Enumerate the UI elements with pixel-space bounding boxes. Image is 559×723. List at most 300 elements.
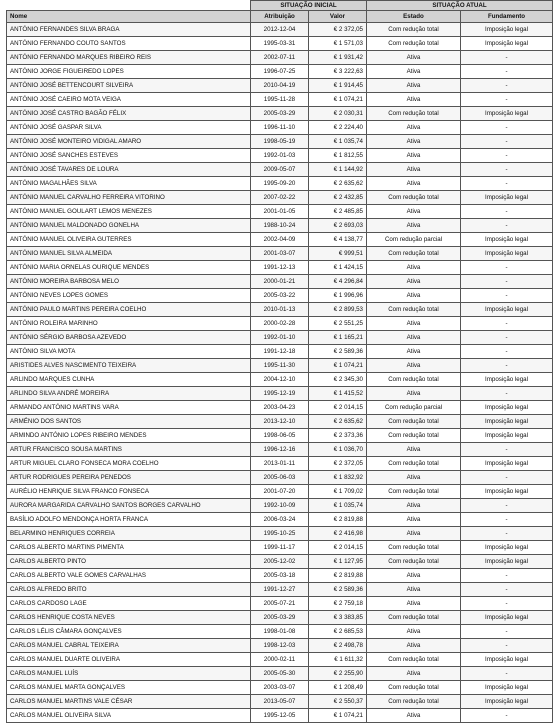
cell-date: 2010-04-19 [251, 79, 309, 93]
cell-date: 2007-02-22 [251, 191, 309, 205]
table-row [7, 121, 553, 135]
cell-value: € 1 914,45 [309, 79, 367, 93]
cell-name: ARTUR MIGUEL CLARO FONSECA MORA COELHO [7, 457, 251, 471]
cell-value: € 2 899,53 [309, 303, 367, 317]
cell-value: € 1 035,74 [309, 499, 367, 513]
cell-date: 2005-07-21 [251, 597, 309, 611]
cell-status: Ativa [367, 219, 461, 233]
table-row [7, 107, 553, 121]
cell-date: 1992-01-03 [251, 149, 309, 163]
table-row [7, 93, 553, 107]
table-row [7, 555, 553, 569]
cell-date: 1991-12-13 [251, 261, 309, 275]
cell-date: 1998-05-19 [251, 135, 309, 149]
cell-value: € 999,51 [309, 247, 367, 261]
table-row [7, 471, 553, 485]
cell-name: ANTÓNIO JOSÉ MONTEIRO VIDIGAL AMARO [7, 135, 251, 149]
table-row [7, 611, 553, 625]
table-row [7, 513, 553, 527]
cell-basis: - [461, 499, 553, 513]
cell-basis: Imposição legal [461, 555, 553, 569]
cell-value: € 2 589,36 [309, 345, 367, 359]
cell-value: € 2 014,15 [309, 401, 367, 415]
table-row [7, 457, 553, 471]
cell-date: 2001-01-05 [251, 205, 309, 219]
cell-status: Ativa [367, 597, 461, 611]
table-row [7, 233, 553, 247]
cell-name: CARLOS MANUEL MARTINS VALE CÉSAR [7, 695, 251, 709]
cell-basis: Imposição legal [461, 303, 553, 317]
cell-name: BASÍLIO ADOLFO MENDONÇA HORTA FRANCA [7, 513, 251, 527]
cell-status: Com redução parcial [367, 233, 461, 247]
cell-name: ARTUR FRANCISCO SOUSA MARTINS [7, 443, 251, 457]
table-row [7, 23, 553, 37]
cell-value: € 1 144,92 [309, 163, 367, 177]
cell-status: Ativa [367, 79, 461, 93]
cell-name: ANTÓNIO JOSÉ TAVARES DE LOURA [7, 163, 251, 177]
cell-date: 1996-07-25 [251, 65, 309, 79]
cell-basis: Imposição legal [461, 695, 553, 709]
cell-date: 1995-12-19 [251, 387, 309, 401]
cell-value: € 1 035,74 [309, 135, 367, 149]
column-header-date: Atribuição [251, 11, 309, 23]
cell-value: € 2 550,37 [309, 695, 367, 709]
cell-status: Com redução total [367, 23, 461, 37]
cell-name: ANTÓNIO JORGE FIGUEIREDO LOPES [7, 65, 251, 79]
cell-status: Ativa [367, 499, 461, 513]
table-row [7, 695, 553, 709]
cell-value: € 1 931,42 [309, 51, 367, 65]
table-row [7, 79, 553, 93]
cell-date: 2001-07-20 [251, 485, 309, 499]
cell-basis: Imposição legal [461, 37, 553, 51]
cell-value: € 2 589,36 [309, 583, 367, 597]
cell-status: Ativa [367, 65, 461, 79]
column-header-value: Valor [309, 11, 367, 23]
cell-basis: - [461, 527, 553, 541]
cell-name: ANTÓNIO MAGALHÃES SILVA [7, 177, 251, 191]
cell-date: 1996-12-16 [251, 443, 309, 457]
cell-name: CARLOS ALBERTO PINTO [7, 555, 251, 569]
cell-value: € 2 432,85 [309, 191, 367, 205]
cell-date: 2005-03-29 [251, 611, 309, 625]
cell-value: € 2 416,98 [309, 527, 367, 541]
cell-name: ARMANDO ANTÓNIO MARTINS VARA [7, 401, 251, 415]
cell-name: CARLOS MANUEL LUÍS [7, 667, 251, 681]
cell-name: CARLOS ALBERTO MARTINS PIMENTA [7, 541, 251, 555]
cell-status: Com redução total [367, 429, 461, 443]
cell-date: 2000-02-11 [251, 653, 309, 667]
cell-name: ANTÓNIO FERNANDO COUTO SANTOS [7, 37, 251, 51]
table-row [7, 415, 553, 429]
cell-value: € 3 383,85 [309, 611, 367, 625]
cell-name: ANTÓNIO SÉRGIO BARBOSA AZEVEDO [7, 331, 251, 345]
cell-date: 1988-10-24 [251, 219, 309, 233]
cell-status: Com redução total [367, 37, 461, 51]
table-row [7, 443, 553, 457]
table-row [7, 247, 553, 261]
cell-name: ANTÓNIO JOSÉ CAEIRO MOTA VEIGA [7, 93, 251, 107]
cell-value: € 2 372,05 [309, 457, 367, 471]
cell-basis: - [461, 275, 553, 289]
cell-name: CARLOS MANUEL OLIVEIRA SILVA [7, 709, 251, 723]
cell-basis: Imposição legal [461, 611, 553, 625]
cell-date: 1991-12-18 [251, 345, 309, 359]
column-header-basis: Fundamento [461, 11, 553, 23]
table-row [7, 527, 553, 541]
group-header-blank [7, 1, 251, 11]
cell-status: Ativa [367, 317, 461, 331]
cell-date: 2013-12-10 [251, 415, 309, 429]
cell-basis: - [461, 177, 553, 191]
cell-basis: - [461, 387, 553, 401]
cell-name: ANTÓNIO MANUEL GOULART LEMOS MENEZES [7, 205, 251, 219]
table-row [7, 303, 553, 317]
cell-status: Com redução total [367, 681, 461, 695]
cell-basis: - [461, 597, 553, 611]
cell-basis: - [461, 625, 553, 639]
cell-value: € 2 551,25 [309, 317, 367, 331]
cell-date: 1992-01-10 [251, 331, 309, 345]
table-row [7, 37, 553, 51]
table-row [7, 681, 553, 695]
cell-date: 1999-11-17 [251, 541, 309, 555]
cell-name: ANTÓNIO SILVA MOTA [7, 345, 251, 359]
cell-status: Ativa [367, 93, 461, 107]
cell-name: ANTÓNIO MANUEL SILVA ALMEIDA [7, 247, 251, 261]
cell-name: ANTÓNIO JOSÉ CASTRO BAGÃO FÉLIX [7, 107, 251, 121]
cell-basis: Imposição legal [461, 107, 553, 121]
table-body [7, 23, 553, 723]
cell-date: 1995-09-20 [251, 177, 309, 191]
cell-basis: - [461, 149, 553, 163]
cell-name: ARMINDO ANTÓNIO LOPES RIBEIRO MENDES [7, 429, 251, 443]
pensions-table [6, 0, 553, 723]
table-row [7, 65, 553, 79]
cell-status: Ativa [367, 387, 461, 401]
cell-status: Com redução total [367, 653, 461, 667]
table-row [7, 163, 553, 177]
cell-status: Ativa [367, 275, 461, 289]
cell-date: 1995-03-31 [251, 37, 309, 51]
cell-basis: - [461, 219, 553, 233]
table-row [7, 149, 553, 163]
cell-status: Ativa [367, 443, 461, 457]
cell-name: CARLOS LÉLIS CÂMARA GONÇALVES [7, 625, 251, 639]
cell-basis: Imposição legal [461, 429, 553, 443]
cell-date: 2006-03-24 [251, 513, 309, 527]
cell-basis: - [461, 205, 553, 219]
cell-value: € 2 014,15 [309, 541, 367, 555]
cell-name: ARMÉNIO DOS SANTOS [7, 415, 251, 429]
cell-value: € 2 819,88 [309, 569, 367, 583]
cell-value: € 1 996,96 [309, 289, 367, 303]
cell-name: BELARMINO HENRIQUES CORREIA [7, 527, 251, 541]
cell-date: 1991-12-27 [251, 583, 309, 597]
cell-date: 1998-12-03 [251, 639, 309, 653]
table-row [7, 653, 553, 667]
cell-status: Ativa [367, 583, 461, 597]
cell-status: Ativa [367, 527, 461, 541]
cell-date: 2001-03-07 [251, 247, 309, 261]
cell-date: 2004-12-10 [251, 373, 309, 387]
cell-name: ANTÓNIO MANUEL OLIVEIRA GUTERRES [7, 233, 251, 247]
cell-basis: Imposição legal [461, 23, 553, 37]
cell-date: 2013-05-07 [251, 695, 309, 709]
table-row [7, 639, 553, 653]
cell-status: Com redução total [367, 485, 461, 499]
cell-value: € 2 819,88 [309, 513, 367, 527]
cell-status: Ativa [367, 625, 461, 639]
cell-basis: - [461, 667, 553, 681]
cell-status: Ativa [367, 289, 461, 303]
table-row [7, 583, 553, 597]
cell-date: 1995-11-30 [251, 359, 309, 373]
table-row [7, 597, 553, 611]
cell-value: € 1 832,92 [309, 471, 367, 485]
cell-value: € 2 635,62 [309, 177, 367, 191]
cell-basis: - [461, 443, 553, 457]
cell-status: Com redução total [367, 611, 461, 625]
cell-date: 1996-11-10 [251, 121, 309, 135]
cell-status: Com redução total [367, 457, 461, 471]
cell-basis: - [461, 51, 553, 65]
cell-status: Ativa [367, 163, 461, 177]
cell-basis: Imposição legal [461, 415, 553, 429]
cell-value: € 4 138,77 [309, 233, 367, 247]
cell-value: € 1 709,02 [309, 485, 367, 499]
cell-name: ANTÓNIO MANUEL MALDONADO GONELHA [7, 219, 251, 233]
cell-value: € 1 074,21 [309, 359, 367, 373]
cell-basis: - [461, 471, 553, 485]
cell-status: Ativa [367, 667, 461, 681]
table-row [7, 387, 553, 401]
cell-name: ANTÓNIO NEVES LOPES GOMES [7, 289, 251, 303]
cell-status: Ativa [367, 345, 461, 359]
cell-name: CARLOS MANUEL MARTA GONÇALVES [7, 681, 251, 695]
cell-value: € 1 165,21 [309, 331, 367, 345]
cell-name: ANTÓNIO FERNANDES SILVA BRAGA [7, 23, 251, 37]
cell-date: 2005-03-29 [251, 107, 309, 121]
cell-value: € 1 036,70 [309, 443, 367, 457]
cell-date: 1995-12-05 [251, 709, 309, 723]
cell-basis: - [461, 261, 553, 275]
document-page [6, 0, 552, 723]
column-header-name: Nome [7, 11, 251, 23]
cell-name: AURORA MARGARIDA CARVALHO SANTOS BORGES CARVALHO [7, 499, 251, 513]
cell-status: Com redução total [367, 373, 461, 387]
cell-name: ANTÓNIO JOSÉ SANCHES ESTEVES [7, 149, 251, 163]
cell-value: € 1 424,15 [309, 261, 367, 275]
cell-status: Com redução total [367, 107, 461, 121]
cell-status: Com redução total [367, 303, 461, 317]
cell-status: Ativa [367, 331, 461, 345]
cell-name: CARLOS ALFREDO BRITO [7, 583, 251, 597]
cell-basis: - [461, 359, 553, 373]
cell-value: € 1 074,21 [309, 709, 367, 723]
cell-status: Ativa [367, 471, 461, 485]
table-row [7, 373, 553, 387]
cell-value: € 2 345,30 [309, 373, 367, 387]
cell-date: 2005-03-22 [251, 289, 309, 303]
cell-date: 1998-01-08 [251, 625, 309, 639]
cell-name: CARLOS MANUEL DUARTE OLIVEIRA [7, 653, 251, 667]
cell-basis: - [461, 163, 553, 177]
cell-name: ANTÓNIO PAULO MARTINS PEREIRA COELHO [7, 303, 251, 317]
cell-basis: Imposição legal [461, 401, 553, 415]
cell-status: Ativa [367, 709, 461, 723]
table-row [7, 667, 553, 681]
table-row [7, 401, 553, 415]
cell-status: Ativa [367, 177, 461, 191]
cell-date: 2005-03-18 [251, 569, 309, 583]
cell-basis: - [461, 135, 553, 149]
table-row [7, 625, 553, 639]
cell-name: ANTÓNIO MANUEL CARVALHO FERREIRA VITORINO [7, 191, 251, 205]
cell-basis: - [461, 583, 553, 597]
cell-basis: - [461, 121, 553, 135]
cell-value: € 2 498,78 [309, 639, 367, 653]
cell-date: 2002-04-09 [251, 233, 309, 247]
cell-basis: - [461, 569, 553, 583]
cell-name: ARLINDO MARQUES CUNHA [7, 373, 251, 387]
table-row [7, 177, 553, 191]
cell-status: Ativa [367, 569, 461, 583]
column-header-row [7, 11, 553, 23]
cell-value: € 2 685,53 [309, 625, 367, 639]
cell-value: € 2 372,05 [309, 23, 367, 37]
cell-basis: - [461, 345, 553, 359]
table-row [7, 499, 553, 513]
cell-value: € 2 693,03 [309, 219, 367, 233]
cell-value: € 2 224,40 [309, 121, 367, 135]
cell-name: CARLOS CARDOSO LAGE [7, 597, 251, 611]
cell-basis: Imposição legal [461, 457, 553, 471]
cell-name: CARLOS HENRIQUE COSTA NEVES [7, 611, 251, 625]
cell-value: € 2 255,90 [309, 667, 367, 681]
cell-basis: Imposição legal [461, 191, 553, 205]
cell-date: 2005-06-03 [251, 471, 309, 485]
cell-value: € 2 635,62 [309, 415, 367, 429]
cell-basis: Imposição legal [461, 373, 553, 387]
cell-value: € 4 296,84 [309, 275, 367, 289]
cell-date: 2009-05-07 [251, 163, 309, 177]
cell-value: € 1 571,03 [309, 37, 367, 51]
table-row [7, 485, 553, 499]
cell-basis: - [461, 513, 553, 527]
cell-status: Ativa [367, 205, 461, 219]
cell-name: ANTÓNIO ROLEIRA MARINHO [7, 317, 251, 331]
cell-name: ARLINDO SILVA ANDRÉ MOREIRA [7, 387, 251, 401]
cell-basis: - [461, 93, 553, 107]
cell-name: ANTÓNIO JOSÉ GASPAR SILVA [7, 121, 251, 135]
cell-date: 2002-07-11 [251, 51, 309, 65]
cell-value: € 1 611,32 [309, 653, 367, 667]
cell-value: € 1 127,95 [309, 555, 367, 569]
table-row [7, 569, 553, 583]
cell-status: Com redução total [367, 555, 461, 569]
cell-date: 2000-01-21 [251, 275, 309, 289]
cell-date: 2003-04-23 [251, 401, 309, 415]
cell-value: € 2 759,18 [309, 597, 367, 611]
cell-date: 2005-05-30 [251, 667, 309, 681]
cell-basis: - [461, 65, 553, 79]
cell-basis: Imposição legal [461, 653, 553, 667]
cell-basis: Imposição legal [461, 247, 553, 261]
cell-name: ANTÓNIO FERNANDO MARQUES RIBEIRO REIS [7, 51, 251, 65]
cell-status: Ativa [367, 639, 461, 653]
group-header-row [7, 1, 553, 11]
cell-status: Ativa [367, 359, 461, 373]
table-row [7, 261, 553, 275]
cell-basis: - [461, 331, 553, 345]
table-row [7, 219, 553, 233]
table-row [7, 429, 553, 443]
table-row [7, 359, 553, 373]
table-row [7, 191, 553, 205]
cell-status: Com redução total [367, 541, 461, 555]
cell-basis: Imposição legal [461, 681, 553, 695]
table-row [7, 51, 553, 65]
cell-date: 1995-11-28 [251, 93, 309, 107]
cell-date: 2013-01-11 [251, 457, 309, 471]
cell-basis: - [461, 709, 553, 723]
cell-date: 2010-01-13 [251, 303, 309, 317]
cell-value: € 1 074,21 [309, 93, 367, 107]
cell-status: Ativa [367, 261, 461, 275]
cell-name: AURÉLIO HENRIQUE SILVA FRANCO FONSECA [7, 485, 251, 499]
cell-name: ANTÓNIO MOREIRA BARBOSA MELO [7, 275, 251, 289]
cell-basis: - [461, 639, 553, 653]
cell-name: ANTÓNIO MARIA ORNELAS OURIQUE MENDES [7, 261, 251, 275]
cell-date: 2012-12-04 [251, 23, 309, 37]
cell-status: Ativa [367, 135, 461, 149]
cell-status: Com redução total [367, 247, 461, 261]
cell-status: Ativa [367, 513, 461, 527]
cell-basis: Imposição legal [461, 233, 553, 247]
cell-basis: - [461, 79, 553, 93]
cell-status: Ativa [367, 121, 461, 135]
cell-basis: Imposição legal [461, 541, 553, 555]
cell-status: Com redução total [367, 415, 461, 429]
cell-value: € 1 812,55 [309, 149, 367, 163]
cell-date: 2003-03-07 [251, 681, 309, 695]
cell-value: € 2 373,36 [309, 429, 367, 443]
group-header-initial: SITUAÇÃO INICIAL [251, 1, 367, 11]
cell-name: ANTÓNIO JOSÉ BETTENCOURT SILVEIRA [7, 79, 251, 93]
cell-name: ARTUR RODRIGUES PEREIRA PENEDOS [7, 471, 251, 485]
table-row [7, 331, 553, 345]
table-row [7, 317, 553, 331]
column-header-status: Estado [367, 11, 461, 23]
cell-value: € 1 415,52 [309, 387, 367, 401]
cell-basis: - [461, 289, 553, 303]
cell-date: 1998-06-05 [251, 429, 309, 443]
cell-value: € 3 222,63 [309, 65, 367, 79]
cell-date: 1995-10-25 [251, 527, 309, 541]
cell-status: Com redução parcial [367, 401, 461, 415]
cell-value: € 2 485,85 [309, 205, 367, 219]
table-row [7, 709, 553, 723]
table-row [7, 541, 553, 555]
cell-status: Ativa [367, 149, 461, 163]
table-row [7, 289, 553, 303]
cell-basis: - [461, 317, 553, 331]
table-row [7, 135, 553, 149]
cell-value: € 2 030,31 [309, 107, 367, 121]
cell-date: 1992-10-09 [251, 499, 309, 513]
table-row [7, 345, 553, 359]
